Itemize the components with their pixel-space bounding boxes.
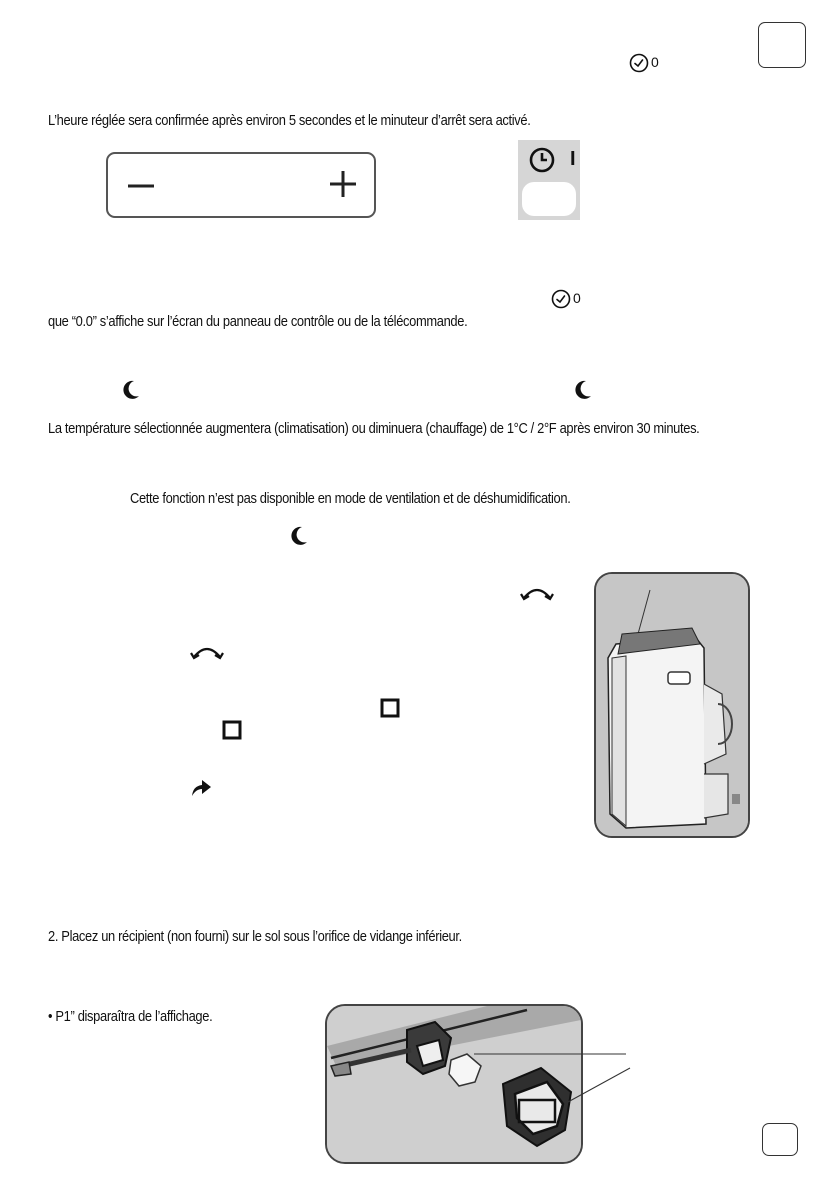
timer-button[interactable]	[522, 182, 576, 216]
timer-label: 0	[573, 290, 581, 306]
sleep-unavailable-text: Cette fonction n’est pas disponible en mode de ventilation et de déshumidification.	[130, 490, 571, 507]
minus-plus-panel	[106, 152, 376, 218]
moon-icon	[290, 526, 308, 546]
timer-label: 0	[651, 54, 659, 70]
clock-icon	[628, 52, 650, 74]
swing-icon	[190, 643, 224, 661]
sleep-temp-text: La température sélectionnée augmentera (climatisation) ou diminuera (chauffage) de 1°C / 2°F après environ 30 minutes.	[48, 420, 700, 437]
air-conditioner-illustration	[596, 574, 748, 836]
clock-icon	[528, 146, 556, 174]
p1-disappear-text: • P1” disparaîtra de l’affichage.	[48, 1008, 213, 1025]
page-number-box-top	[758, 22, 806, 68]
plus-icon[interactable]	[328, 169, 358, 199]
swing-icon	[520, 584, 554, 602]
timer-confirm-text: L’heure réglée sera confirmée après environ 5 secondes et le minuteur d’arrêt sera activé.	[48, 112, 531, 129]
timer-panel-label: I	[570, 148, 576, 170]
moon-icon	[574, 380, 592, 400]
square-icon	[222, 720, 242, 740]
page-number-box-bottom	[762, 1123, 798, 1156]
air-conditioner-photo	[594, 572, 750, 838]
square-icon	[380, 698, 400, 718]
redirect-arrow-icon	[190, 778, 212, 798]
drain-callout-lines	[470, 1048, 640, 1108]
moon-icon	[122, 380, 140, 400]
timer-panel	[518, 140, 580, 220]
display-zero-text: que “0.0” s’affiche sur l’écran du panneau de contrôle ou de la télécommande.	[48, 313, 468, 330]
drain-step-2-text: 2. Placez un récipient (non fourni) sur le sol sous l’orifice de vidange inférieur.	[48, 928, 462, 945]
clock-icon	[550, 288, 572, 310]
minus-icon[interactable]	[126, 171, 156, 201]
